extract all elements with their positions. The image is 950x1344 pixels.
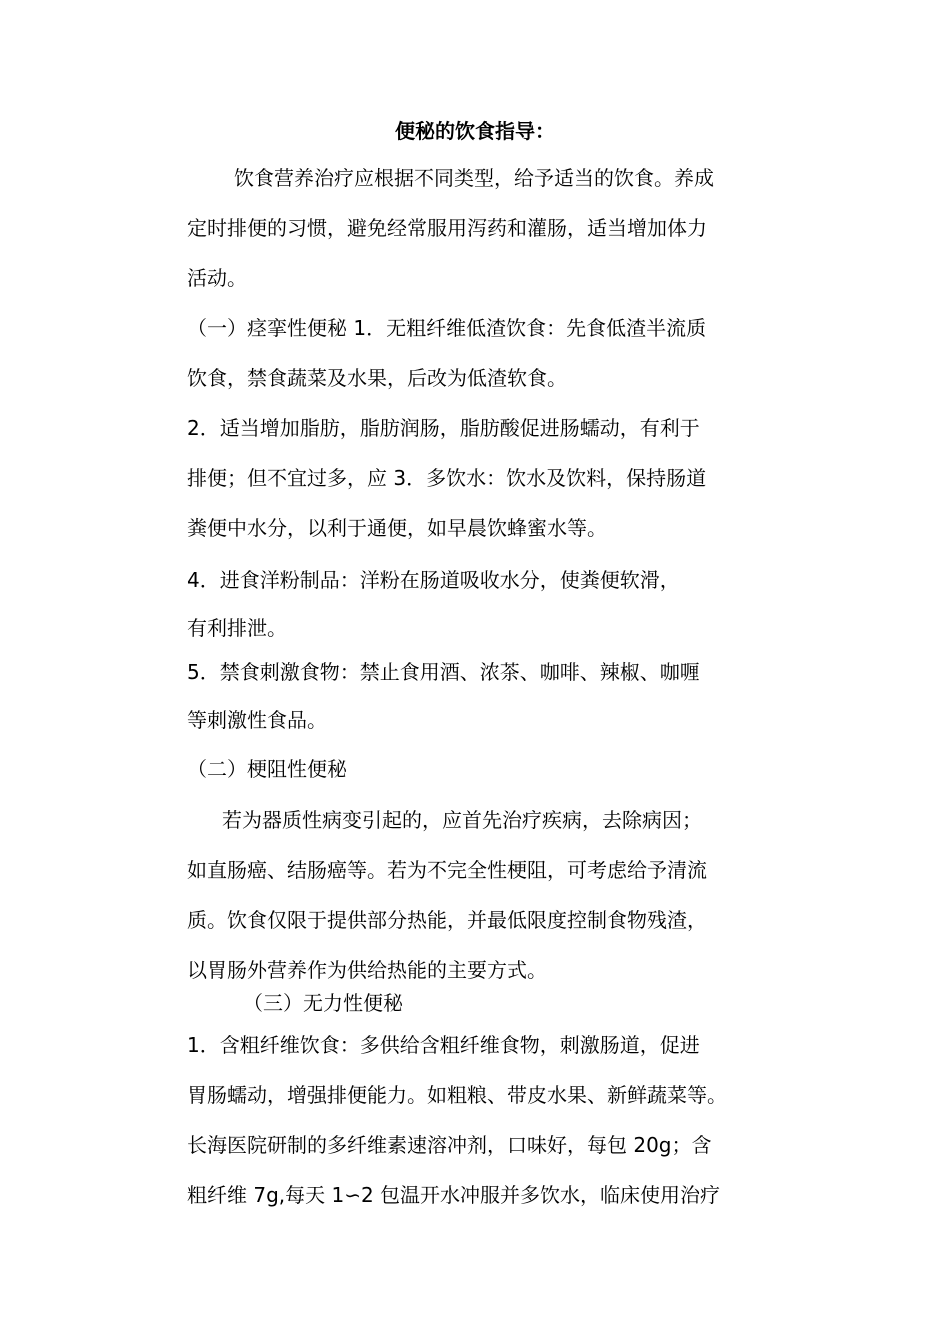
section-heading-spastic: （一）痉挛性便秘 1．无粗纤维低渣饮食：先食低渣半流质	[187, 316, 707, 340]
section-heading-atonic: （三）无力性便秘	[243, 991, 403, 1015]
paragraph-line: 活动。	[187, 266, 247, 290]
paragraph-line: 若为器质性病变引起的，应首先治疗疾病，去除病因；	[222, 808, 702, 832]
paragraph-line: 等刺激性食品。	[187, 708, 327, 732]
list-item: 5．禁食刺激食物：禁止食用酒、浓茶、咖啡、辣椒、咖喱	[187, 660, 700, 684]
list-item: 4．进食洋粉制品：洋粉在肠道吸收水分，使粪便软滑，	[187, 568, 680, 592]
paragraph-line: 胃肠蠕动，增强排便能力。如粗粮、带皮水果、新鲜蔬菜等。	[187, 1083, 727, 1107]
paragraph-line: 以胃肠外营养作为供给热能的主要方式。	[187, 958, 547, 982]
paragraph-line: 长海医院研制的多纤维素速溶冲剂，口味好，每包 20g；含	[187, 1133, 712, 1157]
paragraph-line: 饮食营养治疗应根据不同类型，给予适当的饮食。养成	[234, 166, 714, 190]
section-heading-obstructive: （二）梗阻性便秘	[187, 757, 347, 781]
paragraph-line: 饮食，禁食蔬菜及水果，后改为低渣软食。	[187, 366, 567, 390]
paragraph-line: 粗纤维 7g,每天 1∽2 包温开水冲服并多饮水，临床使用治疗	[187, 1183, 721, 1207]
document-title: 便秘的饮食指导：	[395, 119, 555, 143]
list-item: 2．适当增加脂肪，脂肪润肠，脂肪酸促进肠蠕动，有利于	[187, 416, 700, 440]
paragraph-line: 粪便中水分，以利于通便，如早晨饮蜂蜜水等。	[187, 516, 607, 540]
paragraph-line: 定时排便的习惯，避免经常服用泻药和灌肠，适当增加体力	[187, 216, 707, 240]
paragraph-line: 质。饮食仅限于提供部分热能，并最低限度控制食物残渣，	[187, 908, 707, 932]
paragraph-line: 如直肠癌、结肠癌等。若为不完全性梗阻，可考虑给予清流	[187, 858, 707, 882]
paragraph-line: 排便；但不宜过多，应 3．多饮水：饮水及饮料，保持肠道	[187, 466, 707, 490]
list-item: 1．含粗纤维饮食：多供给含粗纤维食物，刺激肠道，促进	[187, 1033, 700, 1057]
paragraph-line: 有利排泄。	[187, 616, 287, 640]
